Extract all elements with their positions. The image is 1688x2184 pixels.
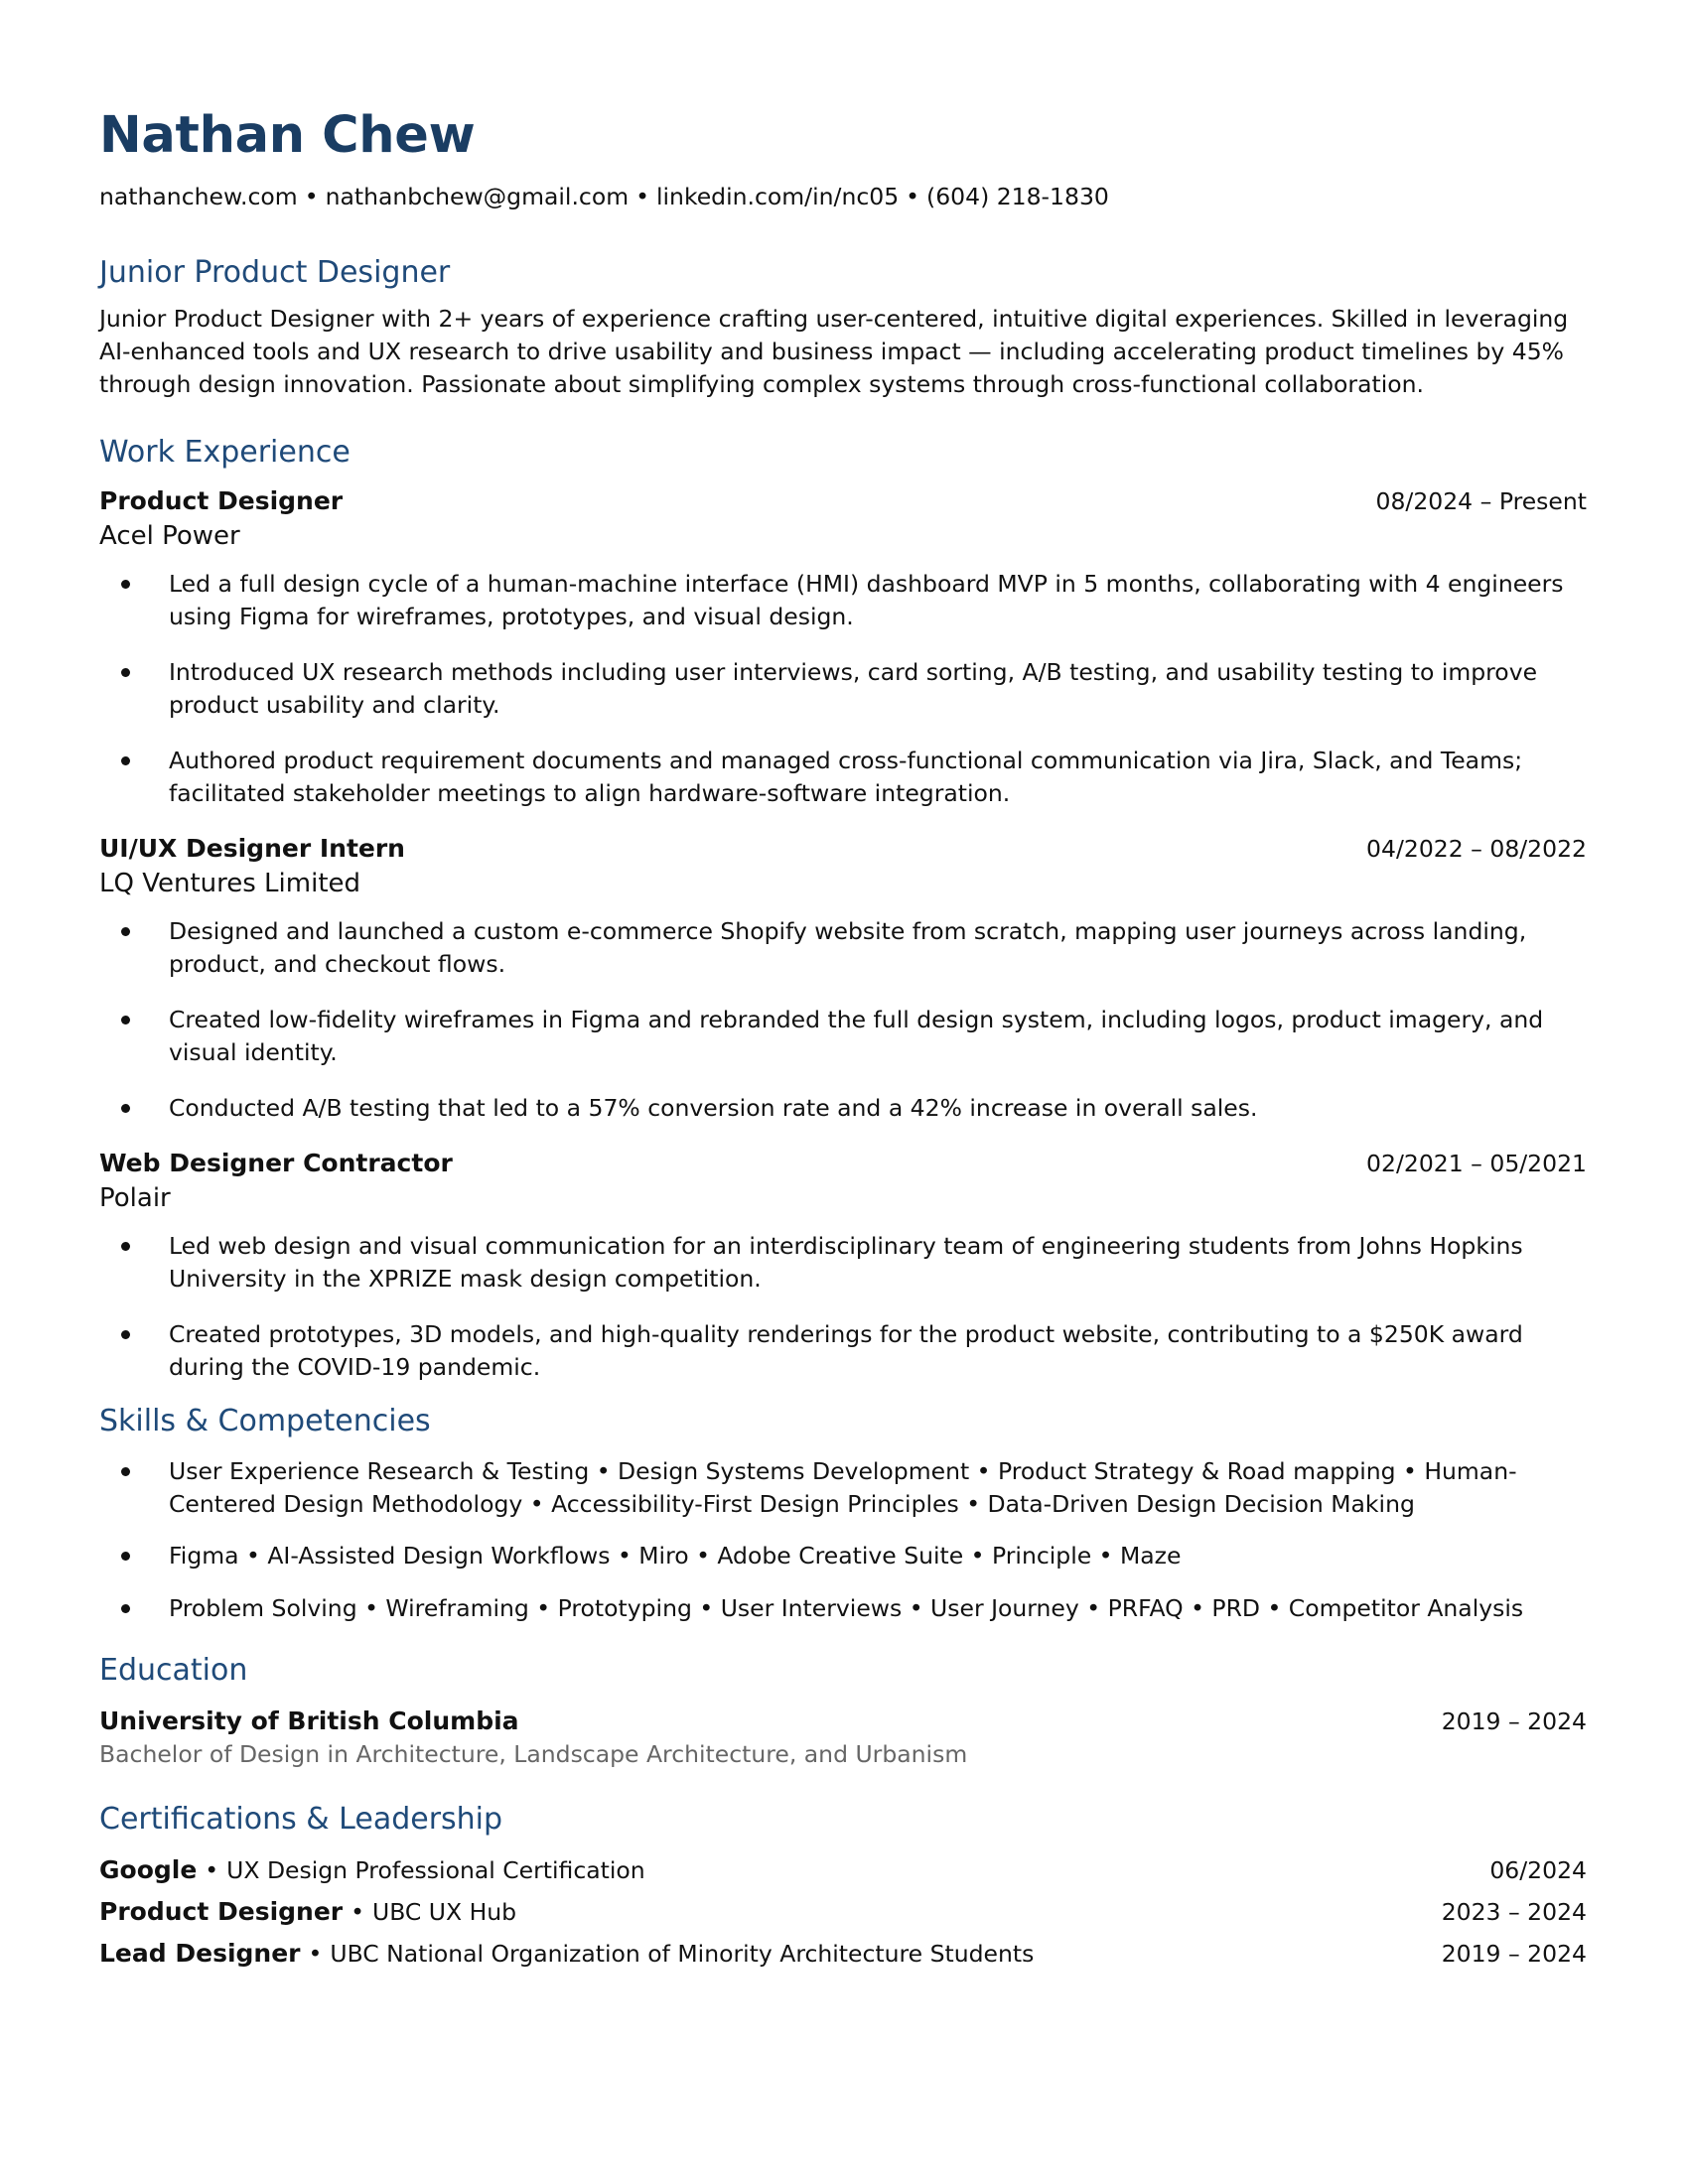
bullet-icon xyxy=(121,756,130,765)
cert-org: Lead Designer xyxy=(99,1939,301,1968)
bullet-text: Introduced UX research methods including user interviews, card sorting, A/B testing, and usability testing to improve product usability and clarity. xyxy=(169,658,1538,719)
cert-left xyxy=(99,1933,1034,1975)
website-link[interactable]: nathanchew.com xyxy=(99,183,298,210)
bullet-icon xyxy=(121,1552,130,1561)
bullet-icon xyxy=(121,927,130,936)
list-item xyxy=(99,745,1589,810)
skills-text: Problem Solving • Wireframing • Prototyping • User Interviews • User Journey • PRFAQ • PRD • Competitor Analysis xyxy=(169,1594,1524,1622)
job-bullets xyxy=(99,568,1589,810)
bullet-icon xyxy=(121,668,130,677)
list-item xyxy=(99,1092,1589,1125)
degree-text: Bachelor of Design in Architecture, Landscape Architecture, and Urbanism xyxy=(99,1740,968,1768)
bullet-icon xyxy=(121,1242,130,1251)
separator: • xyxy=(906,183,920,210)
cert-detail: UBC National Organization of Minority Architecture Students xyxy=(330,1940,1035,1968)
cert-detail: UBC UX Hub xyxy=(372,1898,517,1926)
bullet-icon xyxy=(121,1604,130,1613)
job-dates: 04/2022 – 08/2022 xyxy=(1366,835,1587,863)
summary-text: Junior Product Designer with 2+ years of experience crafting user-centered, intuitive digital experiences. Skilled in leveraging AI-enhanced tools and UX research to drive usability and business impact — including accelerating product timelines by 45% through design innovation. Passionate about simplifying complex systems through cross-functional collaboration. xyxy=(99,305,1569,398)
education-header xyxy=(99,1705,1589,1738)
bullet-icon xyxy=(121,1104,130,1113)
linkedin-link[interactable]: linkedin.com/in/nc05 xyxy=(656,183,900,210)
job-header xyxy=(99,1147,1589,1180)
job-bullets xyxy=(99,915,1589,1125)
skills-list xyxy=(99,1455,1589,1625)
list-item xyxy=(99,1592,1589,1625)
bullet-icon xyxy=(121,580,130,589)
cert-dates: 2023 – 2024 xyxy=(1441,1898,1587,1926)
job-entry xyxy=(99,832,1589,1125)
phone-number: (604) 218-1830 xyxy=(926,183,1109,210)
job-title: Product Designer xyxy=(99,486,344,515)
cert-dates: 06/2024 xyxy=(1489,1856,1587,1884)
bullet-icon xyxy=(121,1467,130,1476)
job-dates: 02/2021 – 05/2021 xyxy=(1366,1150,1587,1177)
certifications-list xyxy=(99,1849,1589,1975)
bullet-text: Designed and launched a custom e-commerce Shopify website from scratch, mapping user journeys across landing, product, and checkout flows. xyxy=(169,917,1527,978)
cert-left xyxy=(99,1849,645,1891)
job-entry xyxy=(99,1147,1589,1384)
cert-row xyxy=(99,1933,1589,1975)
job-entry xyxy=(99,484,1589,810)
summary-section xyxy=(99,253,1589,401)
job-dates: 08/2024 – Present xyxy=(1375,487,1587,515)
email-link[interactable]: nathanbchew@gmail.com xyxy=(325,183,630,210)
certifications-section xyxy=(99,1800,1589,1975)
job-title: UI/UX Designer Intern xyxy=(99,834,405,863)
job-header xyxy=(99,484,1589,518)
job-bullets xyxy=(99,1230,1589,1384)
job-title: Web Designer Contractor xyxy=(99,1149,453,1177)
cert-dates: 2019 – 2024 xyxy=(1441,1940,1587,1968)
bullet-text: Created low-fidelity wireframes in Figma and rebranded the full design system, including logos, product imagery, and visual identity. xyxy=(169,1006,1544,1066)
list-item xyxy=(99,1230,1589,1296)
cert-org: Google xyxy=(99,1855,198,1884)
cert-row xyxy=(99,1849,1589,1891)
company-name: LQ Ventures Limited xyxy=(99,869,361,898)
company-name: Acel Power xyxy=(99,521,240,551)
section-title-skills: Skills & Competencies xyxy=(99,1404,431,1438)
separator: • xyxy=(205,1856,219,1884)
list-item xyxy=(99,1455,1589,1521)
cert-detail: UX Design Professional Certification xyxy=(226,1856,645,1884)
separator: • xyxy=(635,183,649,210)
cert-org: Product Designer xyxy=(99,1897,344,1926)
education-section xyxy=(99,1651,1589,1770)
list-item xyxy=(99,656,1589,722)
section-title-education: Education xyxy=(99,1653,248,1688)
list-item xyxy=(99,568,1589,633)
separator: • xyxy=(304,183,319,210)
bullet-icon xyxy=(121,1330,130,1339)
cert-left xyxy=(99,1891,516,1933)
bullet-text: Conducted A/B testing that led to a 57% conversion rate and a 42% increase in overall sales. xyxy=(169,1094,1258,1122)
list-item xyxy=(99,1540,1589,1572)
list-item xyxy=(99,1004,1589,1069)
bullet-text: Led a full design cycle of a human-machine interface (HMI) dashboard MVP in 5 months, collaborating with 4 engineers using Figma for wireframes, prototypes, and visual design. xyxy=(169,570,1564,630)
skills-section xyxy=(99,1402,1589,1625)
candidate-name: Nathan Chew xyxy=(99,106,476,165)
skills-text: Figma • AI-Assisted Design Workflows • Miro • Adobe Creative Suite • Principle • Maze xyxy=(169,1542,1182,1570)
cert-row xyxy=(99,1891,1589,1933)
education-dates: 2019 – 2024 xyxy=(1441,1707,1587,1735)
list-item xyxy=(99,1318,1589,1384)
company-name: Polair xyxy=(99,1183,171,1213)
contact-line xyxy=(99,182,1589,211)
bullet-text: Created prototypes, 3D models, and high-quality renderings for the product website, contributing to a $250K award during the COVID-19 pandemic. xyxy=(169,1320,1523,1381)
section-title-certifications: Certifications & Leadership xyxy=(99,1802,503,1837)
work-section xyxy=(99,433,1589,1384)
separator: • xyxy=(351,1898,365,1926)
separator: • xyxy=(308,1940,323,1968)
bullet-text: Led web design and visual communication for an interdisciplinary team of engineering students from Johns Hopkins University in the XPRIZE mask design competition. xyxy=(169,1232,1523,1293)
bullet-icon xyxy=(121,1016,130,1024)
list-item xyxy=(99,915,1589,981)
section-title-work: Work Experience xyxy=(99,435,351,470)
skills-text: User Experience Research & Testing • Design Systems Development • Product Strategy & Road mapping • Human-Centered Design Methodology • Accessibility-First Design Principles • Data-Driven Design Decision Making xyxy=(169,1457,1517,1518)
school-name: University of British Columbia xyxy=(99,1706,519,1735)
job-header xyxy=(99,832,1589,866)
bullet-text: Authored product requirement documents and managed cross-functional communication via Jira, Slack, and Teams; facilitated stakeholder meetings to align hardware-software integration. xyxy=(169,747,1523,807)
section-title-summary: Junior Product Designer xyxy=(99,255,451,290)
